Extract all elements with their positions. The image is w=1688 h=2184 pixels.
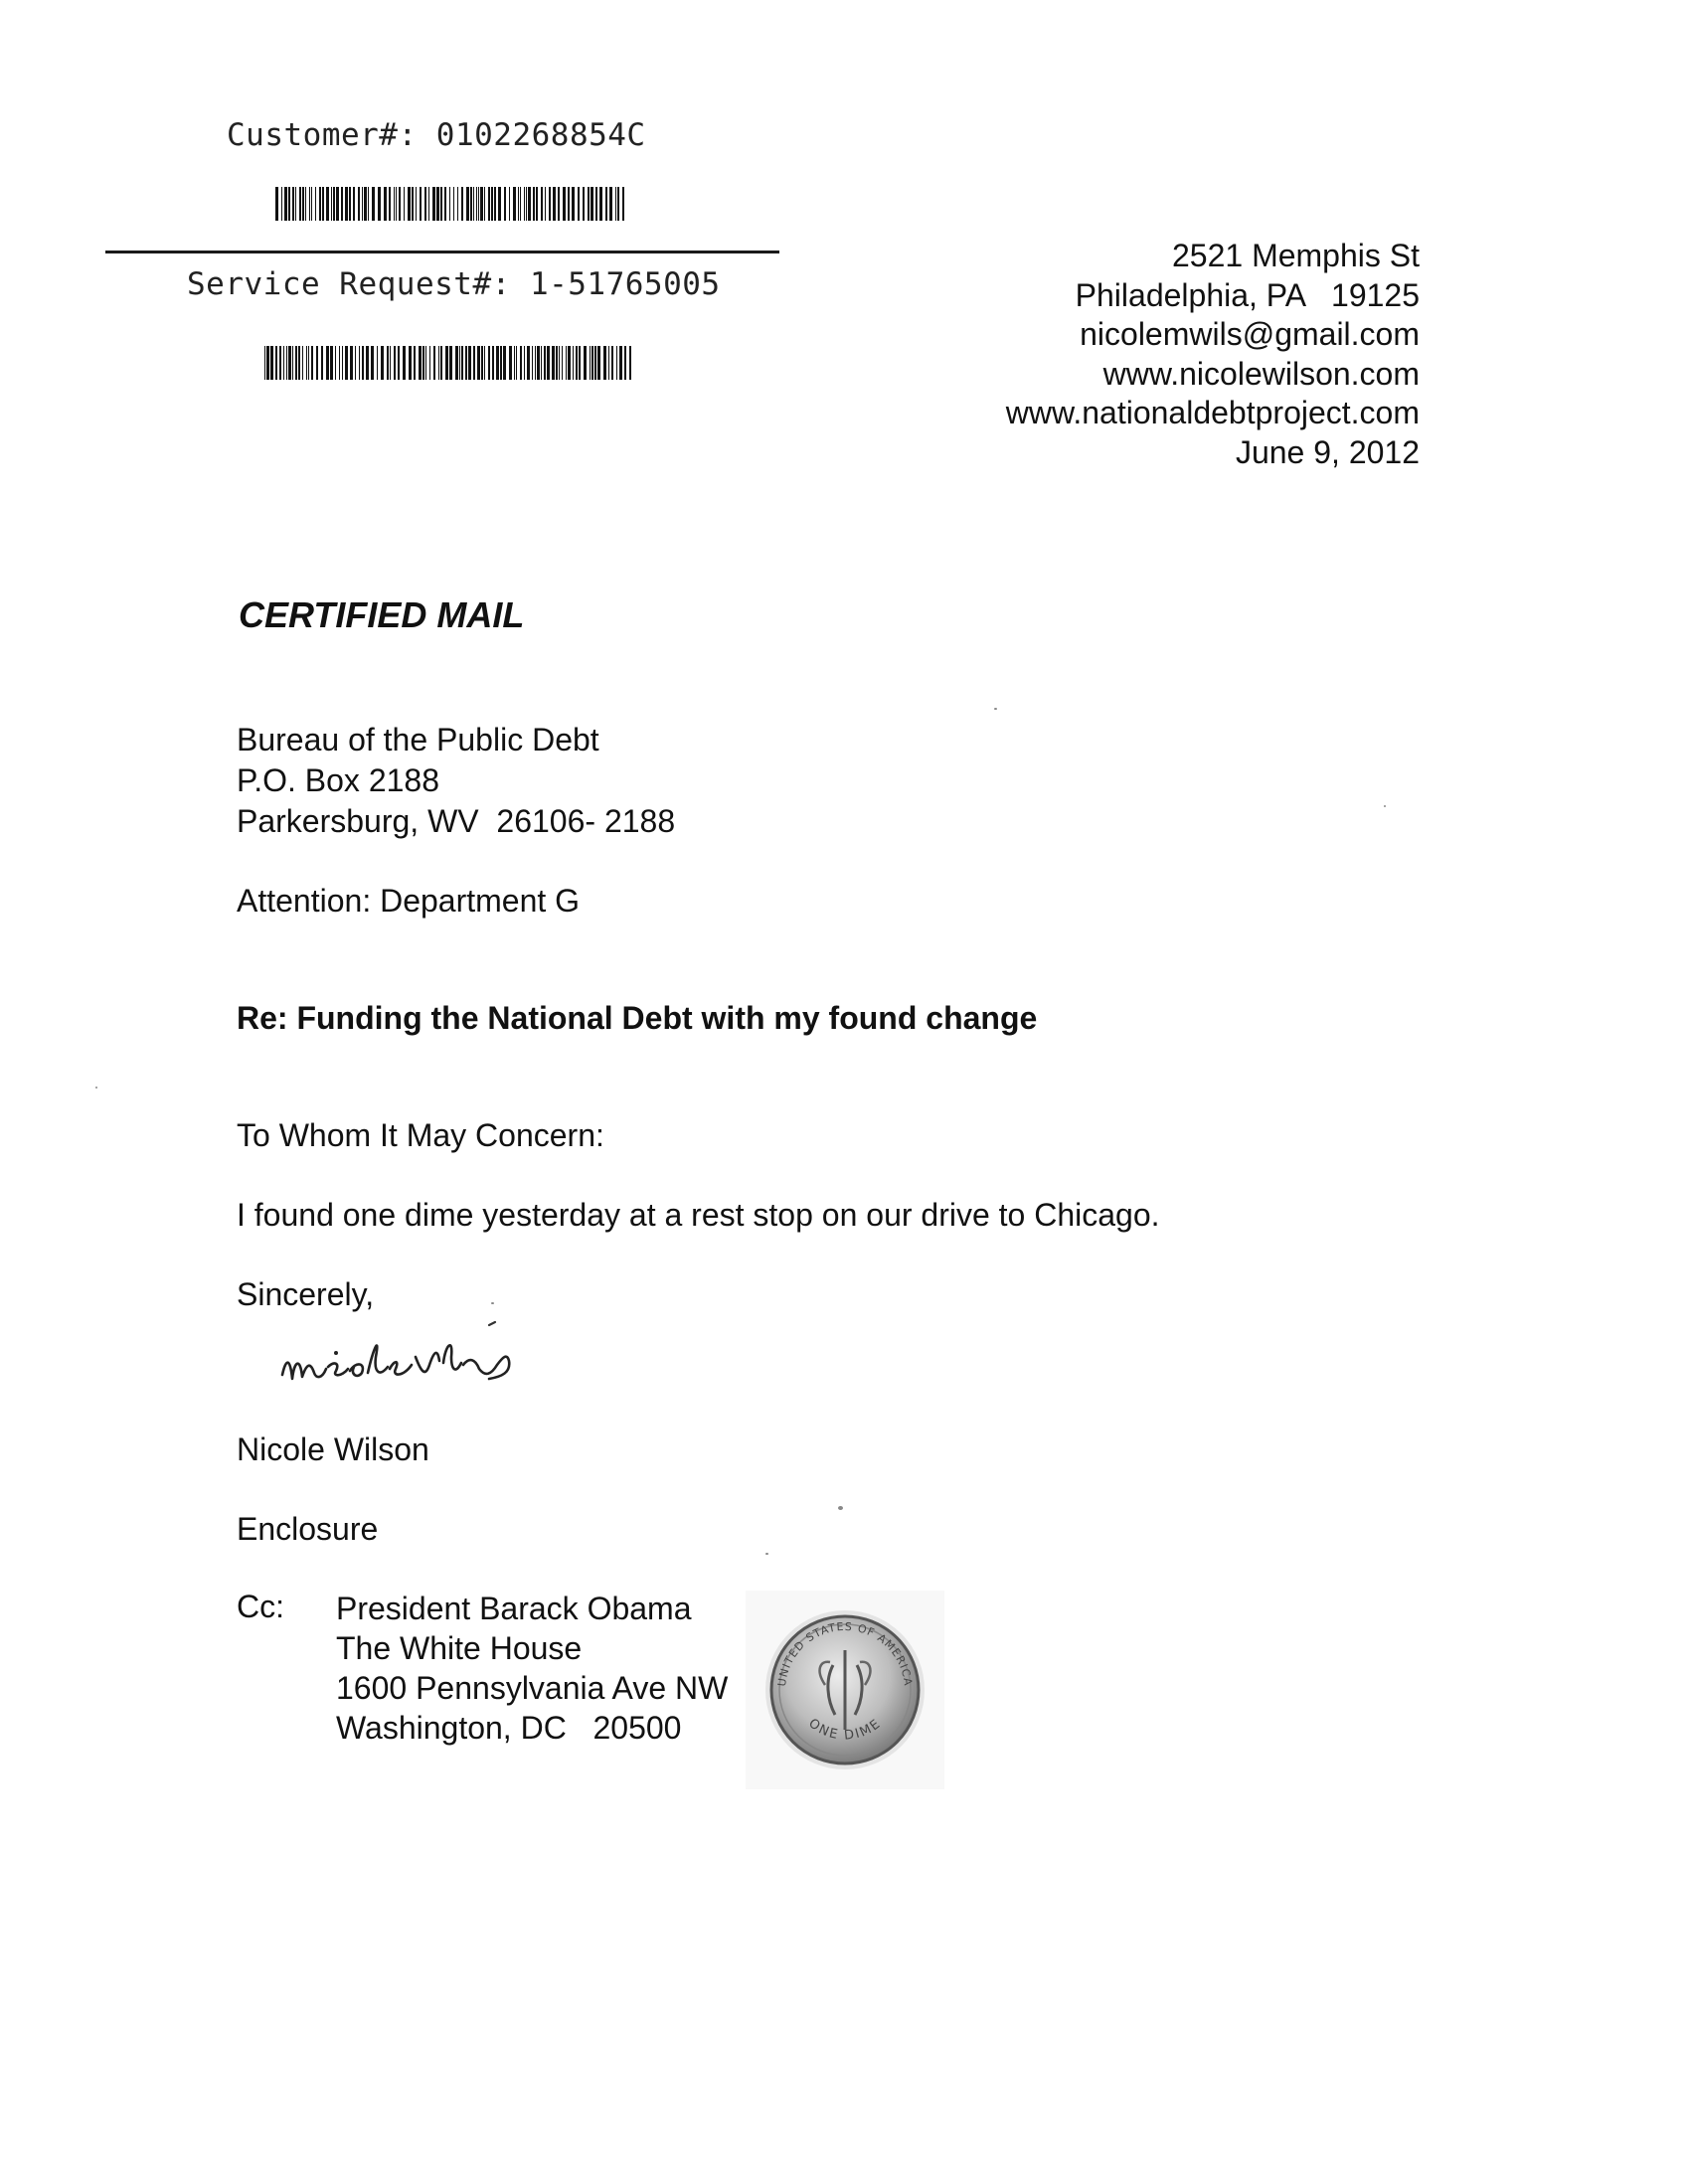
barcode-bar [624,346,626,380]
barcode-bar [563,187,566,221]
barcode-bar [461,346,463,380]
sender-city: Philadelphia, PA 19125 [1075,276,1420,313]
barcode-bar [578,187,580,221]
barcode-bar [416,187,417,221]
cc-label: Cc: [237,1589,284,1624]
barcode-bar [468,346,471,380]
barcode-bar [330,346,333,380]
barcode-bar [556,346,558,380]
barcode-bar [568,346,571,380]
barcode-bar [498,187,501,221]
cc-organization: The White House [336,1630,583,1666]
barcode-bar [378,187,381,221]
barcode-bar [305,187,306,221]
barcode-bar [617,187,619,221]
barcode-bar [440,187,442,221]
barcode-bar [292,346,293,380]
barcode-bar [331,187,332,221]
barcode-bar [615,187,616,221]
barcode-bar [412,187,414,221]
barcode-bar [449,187,450,221]
closing: Sincerely, [237,1276,375,1312]
barcode-bar [459,346,460,380]
service-request-number: Service Request#: 1-51765005 [187,266,721,302]
barcode-bar [509,346,512,380]
barcode-bar [453,187,454,221]
barcode-bar [288,346,291,380]
barcode-bar [425,346,426,380]
barcode-bar [583,187,585,221]
barcode-bar [591,187,593,221]
barcode-bar [488,187,490,221]
barcode-bar [362,187,363,221]
salutation: To Whom It May Concern: [237,1117,604,1153]
barcode-bar [527,346,530,380]
barcode-bar [429,346,430,380]
sender-website: www.nicolewilson.com [1102,355,1420,392]
cc-street: 1600 Pennsylvania Ave NW [336,1670,729,1706]
recipient-po-box: P.O. Box 2188 [237,762,439,798]
barcode-bar [484,187,485,221]
barcode-bar [476,187,477,221]
barcode-bar [520,187,521,221]
barcode-bar [319,187,321,221]
barcode-bar [284,187,287,221]
barcode-bar [326,187,329,221]
barcode-bar [457,187,458,221]
barcode-bar [594,346,596,380]
barcode-bar [473,346,475,380]
barcode-bar [536,187,538,221]
scan-speck [491,1302,494,1304]
barcode-bar [428,187,429,221]
barcode-bar [295,187,296,221]
barcode-bar [579,346,581,380]
barcode-bar [526,187,527,221]
barcode-bar [608,346,609,380]
barcode-bar [288,187,290,221]
customer-barcode [275,187,625,221]
barcode-bar [470,187,472,221]
barcode-bar [549,187,551,221]
barcode-bar [311,187,312,221]
barcode-bar [368,187,369,221]
barcode-bar [572,187,575,221]
barcode-bar [547,346,550,380]
barcode-bar [302,187,304,221]
barcode-bar [350,346,353,380]
barcode-bar [419,346,422,380]
barcode-bar [484,346,485,380]
barcode-bar [553,187,556,221]
barcode-bar [478,187,479,221]
barcode-bar [364,187,367,221]
barcode-bar [518,187,519,221]
barcode-bar [309,187,310,221]
scan-speck [95,1087,97,1089]
barcode-bar [516,346,517,380]
cc-recipient [336,1589,728,1748]
barcode-bar [584,346,587,380]
barcode-bar [509,187,510,221]
barcode-bar [552,346,555,380]
barcode-bar [605,187,607,221]
barcode-bar [381,346,384,380]
barcode-bar [492,346,494,380]
barcode-bar [377,346,378,380]
barcode-bar [500,346,502,380]
barcode-bar [528,187,531,221]
barcode-bar [622,187,624,221]
barcode-bar [281,187,282,221]
barcode-bar [366,346,369,380]
cc-city: Washington, DC 20500 [336,1710,682,1746]
barcode-bar [270,346,273,380]
barcode-bar [449,346,452,380]
barcode-bar [358,187,360,221]
barcode-bar [403,346,406,380]
barcode-bar [619,346,622,380]
barcode-bar [390,346,391,380]
barcode-bar [514,346,515,380]
barcode-bar [477,346,480,380]
barcode-bar [306,346,307,380]
barcode-bar [503,346,506,380]
barcode-bar [345,187,348,221]
barcode-bar [409,346,412,380]
barcode-bar [339,346,340,380]
barcode-bar [396,187,397,221]
barcode-bar [371,346,374,380]
recipient-city: Parkersburg, WV 26106- 2188 [237,803,676,839]
barcode-bar [311,346,313,380]
barcode-bar [566,346,567,380]
barcode-bar [299,187,301,221]
barcode-bar [599,187,602,221]
barcode-bar [438,346,439,380]
barcode-bar [616,346,617,380]
barcode-bar [322,187,324,221]
letter-date: June 9, 2012 [1235,433,1420,470]
barcode-bar [336,187,339,221]
barcode-bar [424,187,426,221]
barcode-bar [597,346,600,380]
barcode-bar [488,346,490,380]
barcode-bar [275,187,278,221]
barcode-bar [342,346,343,380]
barcode-bar [308,346,309,380]
barcode-bar [558,187,560,221]
scan-speck [838,1506,843,1510]
barcode-bar [399,187,401,221]
barcode-bar [537,346,540,380]
barcode-bar [568,187,570,221]
barcode-bar [595,187,597,221]
barcode-bar [286,346,287,380]
scan-speck [1384,805,1386,807]
cc-name: President Barack Obama [336,1591,692,1626]
barcode-bar [455,346,458,380]
barcode-bar [440,346,442,380]
barcode-bar [266,346,269,380]
barcode-bar [524,187,525,221]
barcode-bar [295,346,297,380]
header-divider [105,251,779,253]
barcode-bar [387,346,389,380]
recipient-name: Bureau of the Public Debt [237,722,599,757]
barcode-bar [588,187,590,221]
barcode-bar [541,187,543,221]
barcode-bar [524,346,525,380]
barcode-bar [494,187,496,221]
sender-street: 2521 Memphis St [1171,238,1420,273]
barcode-bar [414,346,416,380]
handwritten-signature [276,1317,604,1397]
barcode-bar [384,187,387,221]
barcode-bar [264,346,265,380]
body-paragraph: I found one dime yesterday at a rest stop on our drive to Chicago. [237,1197,1160,1233]
certified-mail-heading: CERTIFIED MAIL [239,594,525,635]
barcode-bar [520,346,522,380]
barcode-bar [465,346,467,380]
attention-line: Attention: Department G [237,883,581,919]
barcode-bar [545,187,546,221]
barcode-bar [408,187,411,221]
barcode-bar [362,346,364,380]
barcode-bar [349,187,351,221]
barcode-bar [603,346,606,380]
barcode-bar [504,187,506,221]
barcode-bar [559,346,560,380]
barcode-bar [533,187,535,221]
enclosure-note: Enclosure [237,1511,379,1547]
barcode-bar [433,346,435,380]
service-request-barcode [264,346,634,380]
signature-name: Nicole Wilson [237,1431,429,1467]
barcode-bar [591,346,593,380]
barcode-bar [432,187,435,221]
customer-number: Customer#: 0102268854C [227,117,646,153]
dime-coin [746,1591,944,1789]
barcode-bar [404,187,405,221]
barcode-bar [326,346,329,380]
barcode-bar [372,187,375,221]
barcode-bar [544,346,546,380]
barcode-bar [321,346,323,380]
barcode-bar [611,346,613,380]
barcode-bar [389,187,391,221]
barcode-bar [302,346,303,380]
barcode-bar [335,346,336,380]
sender-project-website: www.nationaldebtproject.com [1005,395,1420,430]
barcode-bar [359,346,360,380]
barcode-bar [445,346,448,380]
barcode-bar [355,346,356,380]
barcode-bar [541,346,542,380]
barcode-bar [466,187,469,221]
barcode-bar [535,346,536,380]
scan-speck [994,708,997,710]
barcode-bar [444,187,446,221]
barcode-bar [345,346,348,380]
barcode-bar [496,346,499,380]
subject-line: Re: Funding the National Debt with my found change [237,1000,1038,1036]
barcode-bar [461,187,463,221]
sender-address [1006,237,1420,472]
barcode-bar [398,346,400,380]
barcode-bar [573,346,574,380]
barcode-bar [394,187,395,221]
barcode-bar [283,346,284,380]
barcode-bar [315,187,316,221]
barcode-bar [420,187,422,221]
barcode-bar [481,346,483,380]
barcode-bar [480,187,483,221]
barcode-bar [353,187,355,221]
dime-top-text: UNITED STATES OF AMERICA [775,1619,915,1688]
barcode-bar [316,346,318,380]
barcode-bar [292,187,294,221]
barcode-bar [562,346,563,380]
barcode-bar [491,187,493,221]
barcode-bar [513,187,516,221]
sender-email: nicolemwils@gmail.com [1080,316,1420,352]
barcode-bar [341,187,343,221]
barcode-bar [275,346,277,380]
barcode-bar [590,346,591,380]
dime-bottom-text: ONE DIME [805,1716,885,1744]
barcode-bar [298,346,300,380]
barcode-bar [394,346,396,380]
scan-speck [765,1553,768,1555]
barcode-bar [576,346,578,380]
recipient-address [237,720,675,842]
barcode-bar [279,346,281,380]
barcode-bar [436,187,439,221]
barcode-bar [629,346,631,380]
barcode-bar [473,187,474,221]
barcode-bar [333,187,335,221]
barcode-bar [532,346,533,380]
barcode-bar [609,187,612,221]
barcode-bar [422,346,424,380]
